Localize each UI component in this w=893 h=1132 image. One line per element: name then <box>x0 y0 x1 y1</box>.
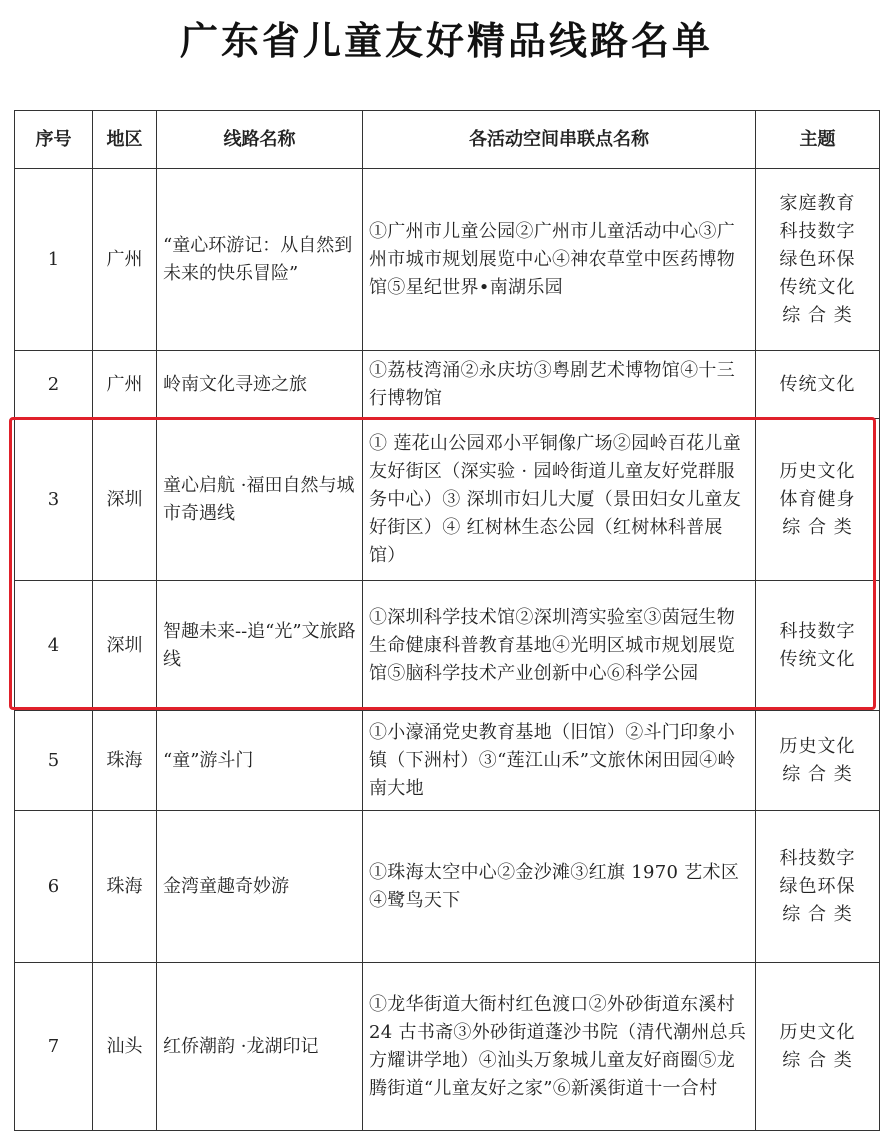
row-route-name: 智趣未来--追“光”文旅路线 <box>157 581 363 711</box>
row-points: ①珠海太空中心②金沙滩③红旗 1970 艺术区④鹭鸟天下 <box>363 811 756 963</box>
theme-item: 历史文化 <box>779 1021 856 1043</box>
row-points: ①荔枝湾涌②永庆坊③粤剧艺术博物馆④十三行博物馆 <box>363 351 756 419</box>
header-no: 序号 <box>15 111 93 169</box>
row-city: 珠海 <box>93 811 157 963</box>
theme-item: 传统文化 <box>779 373 856 395</box>
header-city: 地区 <box>93 111 157 169</box>
row-theme <box>756 169 880 351</box>
row-city: 珠海 <box>93 711 157 811</box>
row-points: ①广州市儿童公园②广州市儿童活动中心③广州市城市规划展览中心④神农草堂中医药博物馆⑤星纪世界•南湖乐园 <box>363 169 756 351</box>
row-no: 5 <box>15 711 93 811</box>
row-no: 1 <box>15 169 93 351</box>
theme-item: 综 合 类 <box>782 903 853 925</box>
row-route-name: 岭南文化寻迹之旅 <box>157 351 363 419</box>
row-theme <box>756 351 880 419</box>
theme-item: 绿色环保 <box>779 875 856 897</box>
theme-item: 家庭教育 <box>779 192 856 214</box>
table-header-row <box>15 111 880 169</box>
row-route-name: “童心环游记：从自然到未来的快乐冒险” <box>157 169 363 351</box>
table-row <box>15 419 880 581</box>
row-points: ①龙华街道大衙村红色渡口②外砂街道东溪村 24 古书斋③外砂街道蓬沙书院（清代潮州总兵方耀讲学地）④汕头万象城儿童友好商圈⑤龙腾街道“儿童友好之家”⑥新溪街道十一合村 <box>363 963 756 1131</box>
row-route-name: 红侨潮韵 ·龙湖印记 <box>157 963 363 1131</box>
row-route-name: “童”游斗门 <box>157 711 363 811</box>
header-route-name: 线路名称 <box>157 111 363 169</box>
page-title: 广东省儿童友好精品线路名单 <box>179 19 713 63</box>
theme-item: 科技数字 <box>779 620 856 642</box>
theme-item: 历史文化 <box>779 735 856 757</box>
row-no: 3 <box>15 419 93 581</box>
table-row <box>15 581 880 711</box>
theme-item: 历史文化 <box>779 460 856 482</box>
row-city: 广州 <box>93 351 157 419</box>
table-row <box>15 169 880 351</box>
row-no: 2 <box>15 351 93 419</box>
row-no: 7 <box>15 963 93 1131</box>
theme-item: 传统文化 <box>779 648 856 670</box>
row-theme <box>756 711 880 811</box>
row-route-name: 童心启航 ·福田自然与城市奇遇线 <box>157 419 363 581</box>
theme-item: 传统文化 <box>779 276 856 298</box>
row-points: ①深圳科学技术馆②深圳湾实验室③茵冠生物生命健康科普教育基地④光明区城市规划展览馆⑤脑科学技术产业创新中心⑥科学公园 <box>363 581 756 711</box>
row-points: ① 莲花山公园邓小平铜像广场②园岭百花儿童友好街区（深实验 · 园岭街道儿童友好党群服务中心）③ 深圳市妇儿大厦（景田妇女儿童友好街区）④ 红树林生态公园（红树林科普展馆） <box>363 419 756 581</box>
theme-item: 体育健身 <box>779 488 856 510</box>
table-row <box>15 351 880 419</box>
routes-table <box>14 110 880 1131</box>
table-row <box>15 811 880 963</box>
table-row <box>15 963 880 1131</box>
header-theme: 主题 <box>756 111 880 169</box>
theme-item: 综 合 类 <box>782 516 853 538</box>
theme-item: 综 合 类 <box>782 763 853 785</box>
row-theme <box>756 581 880 711</box>
theme-item: 综 合 类 <box>782 1049 853 1071</box>
theme-item: 绿色环保 <box>779 248 856 270</box>
row-theme <box>756 963 880 1131</box>
row-route-name: 金湾童趣奇妙游 <box>157 811 363 963</box>
theme-item: 综 合 类 <box>782 304 853 326</box>
row-no: 4 <box>15 581 93 711</box>
theme-item: 科技数字 <box>779 220 856 242</box>
row-no: 6 <box>15 811 93 963</box>
header-points: 各活动空间串联点名称 <box>363 111 756 169</box>
row-points: ①小濠涌党史教育基地（旧馆）②斗门印象小镇（下洲村）③“莲江山禾”文旅休闲田园④岭南大地 <box>363 711 756 811</box>
table-row <box>15 711 880 811</box>
row-theme <box>756 419 880 581</box>
row-city: 深圳 <box>93 581 157 711</box>
row-theme <box>756 811 880 963</box>
row-city: 广州 <box>93 169 157 351</box>
theme-item: 科技数字 <box>779 847 856 869</box>
row-city: 深圳 <box>93 419 157 581</box>
row-city: 汕头 <box>93 963 157 1131</box>
